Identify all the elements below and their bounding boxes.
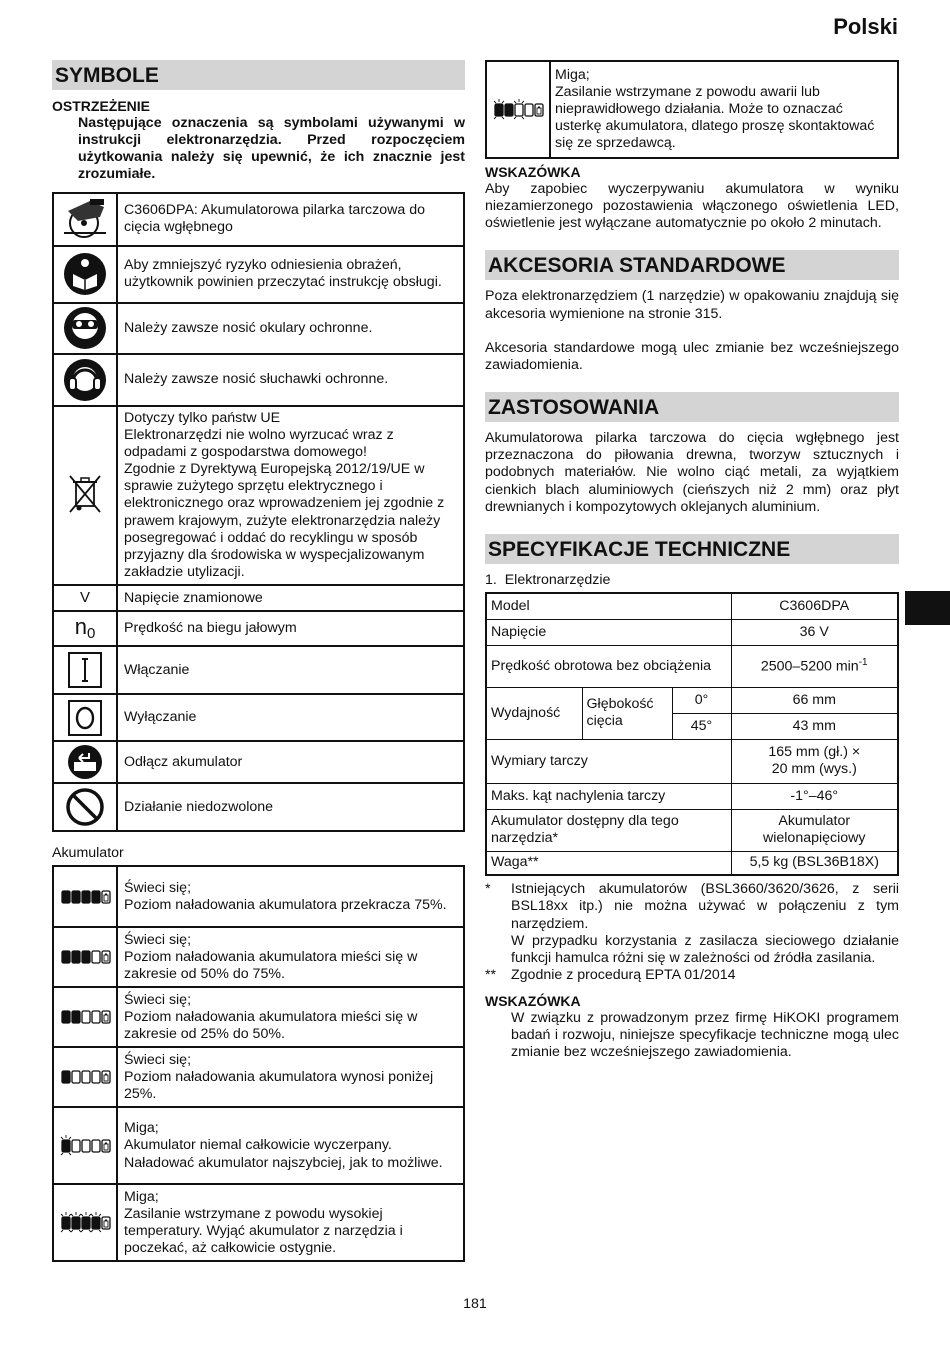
battery-fault-text: Miga; Zasilanie wstrzymane z powodu awarii lub nieprawidłowego działania. Może to oznaczać usterkę akumulatora, dlatego proszę skontaktować się ze sprzedawcą.	[550, 61, 898, 158]
symbol-row	[53, 585, 464, 611]
symbol-row	[53, 694, 464, 741]
spec-table	[485, 592, 899, 876]
side-tab-marker	[905, 591, 950, 625]
symbol-glyph	[53, 611, 117, 646]
symbol-description: Dotyczy tylko państw UE Elektronarzędzi nie wolno wyrzucać wraz z odpadami z gospodarstwa domowego! Zgodnie z Dyrektywą Europejską 2012/19/UE w sprawie zużytego sprzętu elektrycznego i elektronicznego oraz wprowadzeniem jej zgodnie z prawem krajowym, zużyte elektronarzędzia należy posegregować i oddać do recyklingu w sposób przyjazny dla środowiska w wyspecjalizowanym zakładzie utylizacji.	[117, 406, 464, 586]
battery-description: Świeci się; Poziom naładowania akumulatora wynosi poniżej 25%.	[117, 1047, 464, 1107]
spec-value: 43 mm	[731, 713, 898, 739]
language-label: Polski	[833, 14, 898, 39]
symbol-row	[53, 303, 464, 354]
speed-value: 2500–5200 min	[760, 658, 859, 675]
left-column	[52, 60, 465, 1262]
circular-saw-icon	[53, 193, 117, 246]
symbol-description: Napięcie znamionowe	[117, 585, 464, 611]
battery-fault-row	[486, 61, 898, 158]
prohibited-icon	[53, 783, 117, 831]
spec-angle: 45°	[672, 713, 731, 739]
battery-description: Świeci się; Poziom naładowania akumulatora mieści się w zakresie od 25% do 50%.	[117, 987, 464, 1047]
section-title-applications: ZASTOSOWANIA	[485, 392, 899, 422]
symbol-description: Należy zawsze nosić słuchawki ochronne.	[117, 354, 464, 406]
speed-unit-sup: -1	[858, 656, 868, 668]
symbol-description: C3606DPA: Akumulatorowa pilarka tarczowa do cięcia wgłębnego	[117, 193, 464, 246]
battery-description: Świeci się; Poziom naładowania akumulatora przekracza 75%.	[117, 866, 464, 927]
footnote-mark: *	[485, 881, 491, 898]
footnote-1	[485, 881, 899, 967]
symbol-row	[53, 646, 464, 694]
spec-row-model	[486, 593, 898, 619]
battery-indicator-icon	[53, 987, 117, 1047]
battery-row	[53, 1184, 464, 1261]
battery-row	[53, 987, 464, 1047]
section-title-accessories: AKCESORIA STANDARDOWE	[485, 250, 899, 280]
symbol-row	[53, 246, 464, 303]
symbol-row	[53, 354, 464, 406]
battery-row	[53, 927, 464, 987]
spec-row-tilt	[486, 783, 898, 809]
spec-row-weight	[486, 851, 898, 875]
symbol-row	[53, 406, 464, 586]
footnote-2	[485, 967, 899, 984]
ear-protection-icon	[53, 354, 117, 406]
spec-row-battery	[486, 809, 898, 851]
applications-paragraph: Akumulatorowa pilarka tarczowa do cięcia wgłębnego jest przeznaczona do piłowania drewna, tworzyw sztucznych i podobnych materiałów. Nie wolno ciąć metali, za wyjątkiem cienkich blach aluminiowych (cieńszych niż 2 mm) oraz płyt drewnianych i kompozytowych oklejanych aluminium.	[485, 430, 899, 515]
battery-caption: Akumulator	[52, 845, 124, 862]
switch-on-icon	[53, 646, 117, 694]
battery-description: Miga; Akumulator niemal całkowicie wyczerpany. Naładować akumulator najszybciej, jak to możliwe.	[117, 1107, 464, 1184]
spec-value: Akumulator wielonapięciowy	[731, 809, 898, 851]
battery-description: Miga; Zasilanie wstrzymane z powodu wysokiej temperatury. Wyjąć akumulator z narzędzia i poczekać, aż całkowicie ostygnie.	[117, 1184, 464, 1261]
warning-body: Następujące oznaczenia są symbolami używanymi w instrukcji elektronarzędzia. Przed rozpoczęciem użytkowania należy się upewnić, że ich znacznie jest zrozumiałe.	[78, 114, 465, 183]
spec-value	[731, 645, 898, 687]
battery-row	[53, 1047, 464, 1107]
symbol-letter: n	[74, 614, 87, 640]
symbol-description: Odłącz akumulator	[117, 741, 464, 783]
spec-label: Wymiary tarczy	[486, 739, 731, 783]
spec-value: 66 mm	[731, 687, 898, 713]
page-number: 181	[463, 1296, 487, 1312]
spec-value: C3606DPA	[731, 593, 898, 619]
spec-value: -1°–46°	[731, 783, 898, 809]
battery-indicator-icon	[53, 866, 117, 927]
spec-row-capacity-0	[486, 687, 898, 713]
spec-value	[731, 739, 898, 783]
spec-label: Akumulator dostępny dla tego narzędzia*	[486, 809, 731, 851]
spec-value: 5,5 kg (BSL36B18X)	[731, 851, 898, 875]
battery-fault-icon	[486, 61, 550, 158]
disconnect-battery-icon	[53, 741, 117, 783]
spec-label: Maks. kąt nachylenia tarczy	[486, 783, 731, 809]
footnote-text: Zgodnie z procedurą EPTA 01/2014	[511, 967, 736, 984]
battery-table	[52, 865, 465, 1262]
spec-value: 36 V	[731, 619, 898, 645]
battery-row	[53, 1107, 464, 1184]
symbol-glyph	[53, 585, 117, 611]
battery-indicator-icon	[53, 1107, 117, 1184]
battery-indicator-icon	[53, 927, 117, 987]
weee-bin-icon	[53, 406, 117, 586]
spec-label: Wydajność	[486, 687, 582, 739]
section-title-specifications: SPECYFIKACJE TECHNICZNE	[485, 534, 899, 564]
symbol-description: Wyłączanie	[117, 694, 464, 741]
note1-heading: WSKAZÓWKA	[485, 164, 581, 180]
footnote-1-text-b: W przypadku korzystania z zasilacza sieciowego działanie funkcji hamulca różni się w zależności od źródła zasilania.	[511, 932, 899, 966]
spec-label: Prędkość obrotowa bez obciążenia	[486, 645, 731, 687]
blade-value-line2: 20 mm (wys.)	[771, 761, 857, 778]
accessories-paragraph-1: Poza elektronarzędziem (1 narzędzie) w opakowaniu znajdują się akcesoria wymienione na stronie 315.	[485, 288, 899, 322]
symbol-description: Działanie niedozwolone	[117, 783, 464, 831]
spec-label: Model	[486, 593, 731, 619]
symbol-description: Aby zmniejszyć ryzyko odniesienia obrażeń, użytkownik powinien przeczytać instrukcję obsługi.	[117, 246, 464, 303]
spec-row-voltage	[486, 619, 898, 645]
note1-body: Aby zapobiec wyczerpywaniu akumulatora w wyniku niezamierzonego pozostawienia włączonego oświetlenia LED, oświetlenie jest wyłączane automatycznie po około 2 minutach.	[485, 180, 899, 232]
spec-row-blade	[486, 739, 898, 783]
blade-value-line1: 165 mm (gł.) ×	[768, 744, 861, 760]
spec-subheading: 1. Elektronarzędzie	[485, 572, 611, 588]
symbol-row	[53, 193, 464, 246]
spec-label: Głębokość cięcia	[582, 687, 672, 739]
footnote-mark: **	[485, 967, 497, 984]
note2-body: W związku z prowadzonym przez firmę HiKOKI programem badań i rozwoju, niniejsze specyfikacje techniczne mogą ulec zmianie bez wcześniejszego zawiadomienia.	[511, 1010, 899, 1061]
note2-heading: WSKAZÓWKA	[485, 993, 581, 1010]
battery-row	[53, 866, 464, 927]
accessories-paragraph-2: Akcesoria standardowe mogą ulec zmianie bez wcześniejszego zawiadomienia.	[485, 339, 899, 373]
symbol-letter: V	[79, 589, 90, 607]
battery-indicator-icon	[53, 1184, 117, 1261]
spec-label: Napięcie	[486, 619, 731, 645]
symbol-row	[53, 783, 464, 831]
safety-glasses-icon	[53, 303, 117, 354]
symbol-subscript: 0	[86, 625, 96, 643]
spec-label: Waga**	[486, 851, 731, 875]
symbols-table	[52, 192, 465, 833]
battery-description: Świeci się; Poziom naładowania akumulatora mieści się w zakresie od 50% do 75%.	[117, 927, 464, 987]
symbol-row	[53, 611, 464, 646]
battery-indicator-icon	[53, 1047, 117, 1107]
symbol-description: Należy zawsze nosić okulary ochronne.	[117, 303, 464, 354]
spec-angle: 0°	[672, 687, 731, 713]
battery-fault-table	[485, 60, 899, 159]
footnote-text	[511, 881, 899, 967]
switch-off-icon	[53, 694, 117, 741]
read-manual-icon	[53, 246, 117, 303]
warning-heading: OSTRZEŻENIE	[52, 98, 151, 114]
right-column	[485, 60, 899, 1062]
section-title-symbols: SYMBOLE	[52, 60, 465, 90]
footnote-1-text-a: Istniejących akumulatorów (BSL3660/3620/3626, z serii BSL18xx itp.) nie można używać w połączeniu z tym narzędziem.	[511, 881, 899, 932]
symbol-description: Włączanie	[117, 646, 464, 694]
spec-row-speed	[486, 645, 898, 687]
symbol-row	[53, 741, 464, 783]
symbol-description: Prędkość na biegu jałowym	[117, 611, 464, 646]
